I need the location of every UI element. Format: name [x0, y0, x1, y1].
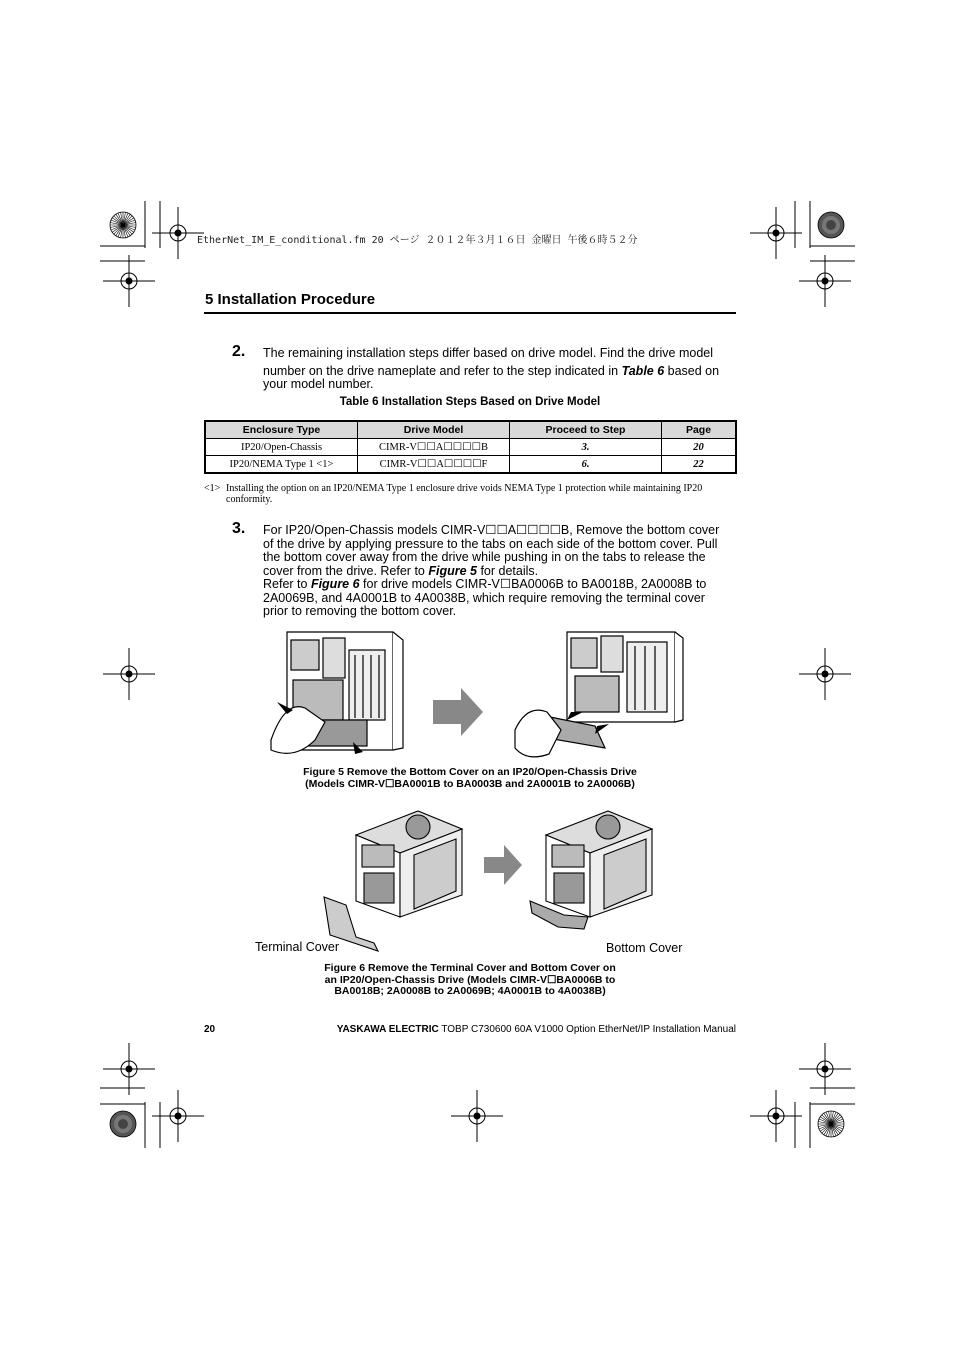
- figure-6-illustration: [318, 805, 678, 955]
- table-caption: Table 6 Installation Steps Based on Drive Model: [339, 396, 601, 408]
- step-3-line: 2A0069B, and 4A0001B to 4A0038B, which require removing the terminal cover: [263, 590, 705, 605]
- footnote-text: Installing the option on an IP20/NEMA Type 1 enclosure drive voids NEMA Type 1 protection while maintaining IP20 conformity.: [226, 483, 703, 505]
- step-3-line: For IP20/Open-Chassis models CIMR-V☐☐A☐☐☐☐B, Remove the bottom cover: [263, 523, 720, 537]
- step-2-line-2: number on the drive nameplate and refer to the step indicated in Table 6 based on: [263, 363, 720, 378]
- cell-enclosure: IP20/NEMA Type 1 <1>: [205, 456, 358, 474]
- footer-brand: YASKAWA ELECTRIC: [336, 1024, 439, 1035]
- footer-doc: TOBP C730600 60A V1000 Option EtherNet/IP Installation Manual: [438, 1024, 736, 1035]
- step-3-line: of the drive by applying pressure to the tabs on each side of the bottom cover. Pull: [263, 536, 718, 551]
- step-3-text: [263, 524, 743, 619]
- cell-model: CIMR-V☐☐A☐☐☐☐B: [358, 439, 510, 456]
- page-number: 20: [204, 1024, 216, 1035]
- figure-5-illustration: [265, 630, 685, 765]
- step-2-text: [263, 347, 743, 392]
- table-row: [205, 439, 736, 456]
- figure-5-caption: [204, 767, 736, 790]
- footer-doc-title: [337, 1024, 736, 1035]
- cell-page-link[interactable]: 20: [662, 439, 737, 456]
- step-2-number: 2.: [232, 343, 246, 360]
- drive-front-view: [271, 632, 403, 753]
- figure-5-ref[interactable]: Figure 5: [428, 563, 477, 578]
- right-arrow-icon: [433, 688, 483, 736]
- col-proceed-to-step: Proceed to Step: [510, 421, 662, 439]
- col-enclosure-type: Enclosure Type: [205, 421, 358, 439]
- drive-cover-removed-view: [515, 632, 683, 757]
- print-header: EtherNet_IM_E_conditional.fm 20 ページ ２０１２年３月１６日 金曜日 午後６時５２分: [197, 235, 638, 246]
- figure-5-caption-line: (Models CIMR-V☐BA0001B to BA0003B and 2A0001B to 2A0006B): [305, 777, 635, 790]
- step-3-number: 3.: [232, 520, 246, 537]
- cell-step-link[interactable]: 3.: [510, 439, 662, 456]
- cell-step-link[interactable]: 6.: [510, 456, 662, 474]
- step-3-line: the bottom cover away from the drive while pushing in on the tabs to release the: [263, 550, 706, 564]
- figure-6-caption: [204, 963, 736, 998]
- step-2-line-1: The remaining installation steps differ based on drive model. Find the drive model: [263, 346, 714, 360]
- step-2-line-3: your model number.: [263, 377, 374, 391]
- section-title: 5 Installation Procedure: [205, 291, 376, 308]
- drive-iso-view: [324, 811, 462, 951]
- col-drive-model: Drive Model: [358, 421, 510, 439]
- right-arrow-icon: [484, 845, 522, 885]
- table-header-row: [205, 421, 736, 439]
- figure-6-caption-line: an IP20/Open-Chassis Drive (Models CIMR-V☐BA0006B to: [324, 973, 616, 986]
- bottom-cover-label: Bottom Cover: [606, 941, 683, 955]
- figure-5-caption-line: Figure 5 Remove the Bottom Cover on an IP20/Open-Chassis Drive: [303, 766, 637, 778]
- pull-arrow-icon: [595, 724, 609, 734]
- figure-6-caption-line: Figure 6 Remove the Terminal Cover and Bottom Cover on: [324, 962, 616, 974]
- cell-model: CIMR-V☐☐A☐☐☐☐F: [358, 456, 510, 474]
- installation-steps-table: [204, 420, 737, 474]
- figure-6-caption-line: BA0018B; 2A0008B to 2A0069B; 4A0001B to 4A0038B): [334, 985, 606, 997]
- terminal-cover-label: Terminal Cover: [255, 940, 340, 954]
- cell-page-link[interactable]: 22: [662, 456, 737, 474]
- table-6-ref[interactable]: Table 6: [621, 363, 665, 378]
- step-3-line: cover from the drive. Refer to Figure 5 for details.: [263, 563, 539, 578]
- step-3-line: prior to removing the bottom cover.: [263, 604, 457, 618]
- drive-iso-view-covers-removed: [530, 811, 652, 929]
- step-3-line: Refer to Figure 6 for drive models CIMR-V☐BA0006B to BA0018B, 2A0008B to: [263, 577, 707, 591]
- table-row: [205, 456, 736, 474]
- section-rule: [204, 312, 736, 314]
- figure-6-ref[interactable]: Figure 6: [310, 577, 360, 591]
- footnote-marker: <1>: [204, 483, 221, 494]
- table-footnote: [204, 483, 738, 505]
- col-page: Page: [662, 421, 737, 439]
- cell-enclosure: IP20/Open-Chassis: [205, 439, 358, 456]
